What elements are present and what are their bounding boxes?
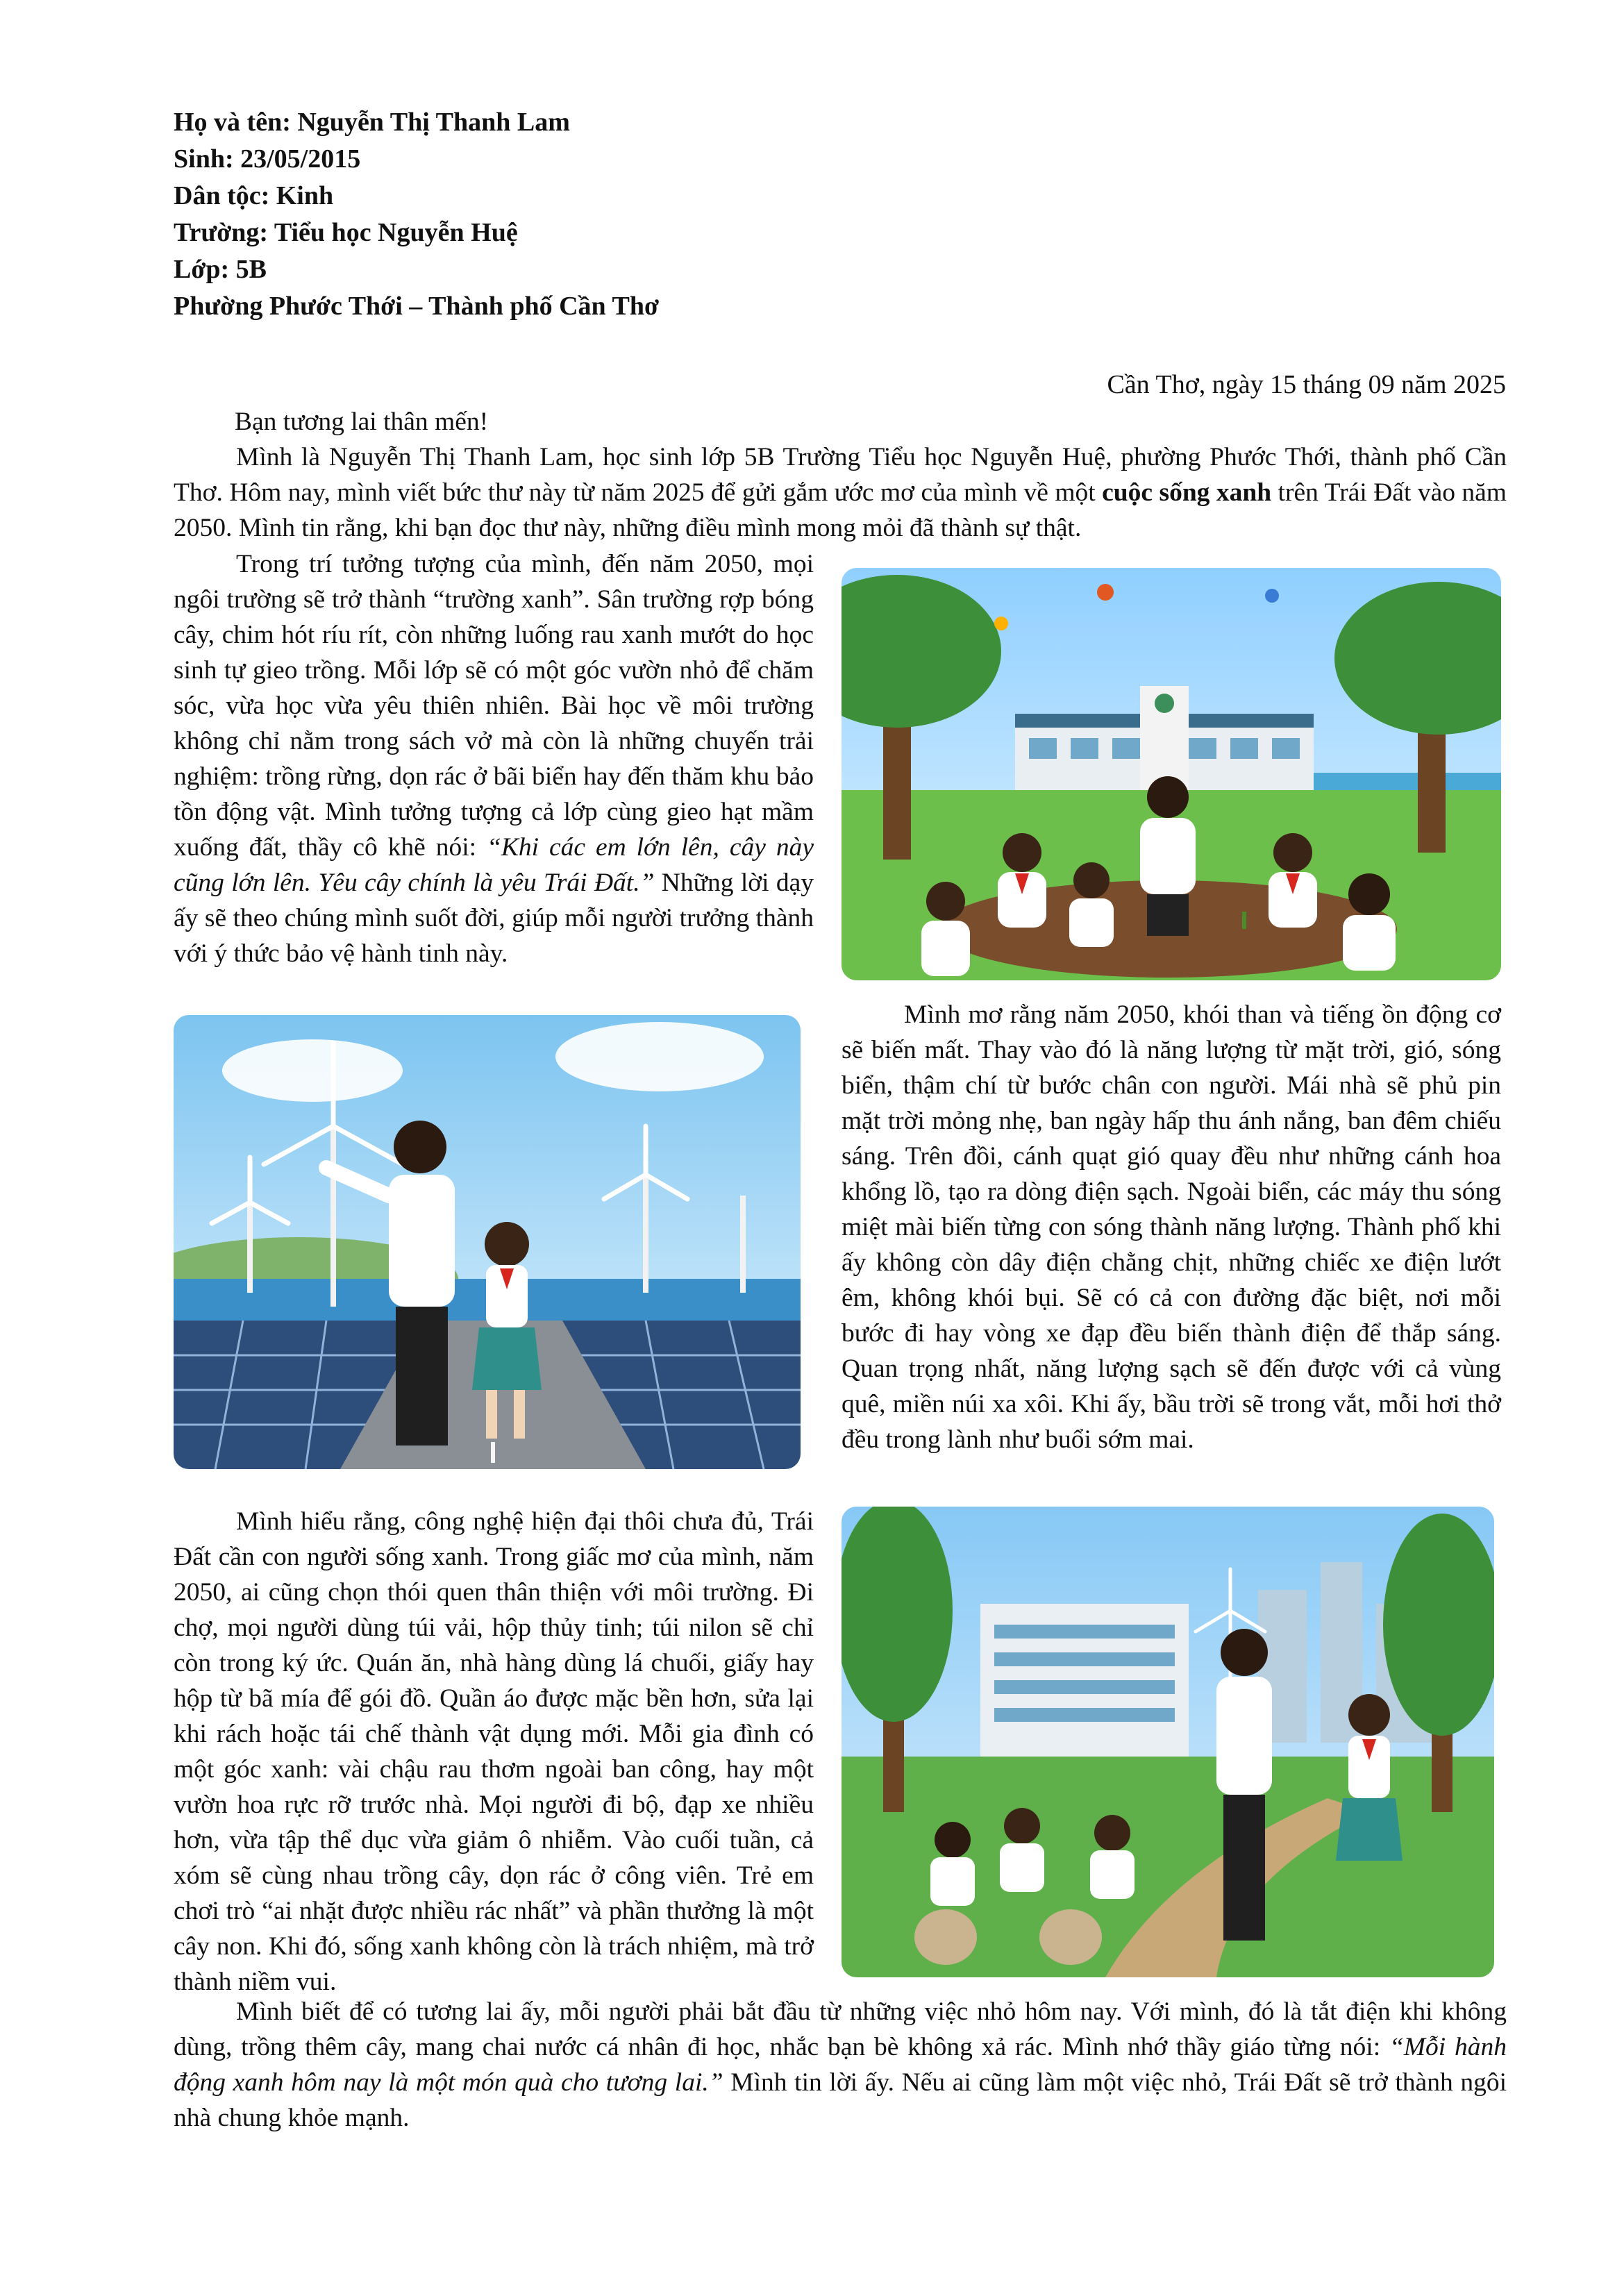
school-garden-image	[842, 568, 1501, 980]
student-name: Họ và tên: Nguyễn Thị Thanh Lam	[174, 108, 570, 137]
paragraph-clean-energy: Mình mơ rằng năm 2050, khói than và tiếng ồn động cơ sẽ biến mất. Thay vào đó là năng lượng từ mặt trời, gió, sóng biển, thậm chí từ bước chân con người. Mái nhà sẽ phủ pin mặt trời mỏng nhẹ, ban ngày hấp thu ánh nắng, ban đêm chiếu sáng. Trên đồi, cánh quạt gió quay đều như những cánh hoa khổng lồ, tạo ra dòng điện sạch. Ngoài biển, các máy thu sóng miệt mài biến từng con sóng thành năng lượng. Thành phố khi ấy không còn dây điện chằng chịt, những chiếc xe điện lướt êm, không khói bụi. Sẽ có cả con đường đặc biệt, nơi mỗi bước đi hay vòng xe đạp đều biến thành điện để thắp sáng. Quan trọng nhất, năng lượng sạch sẽ đến được với cả vùng quê, miền núi xa xôi. Khi ấy, bầu trời sẽ trong vắt, mỗi hơi thở đều trong lành như buổi sớm mai.	[842, 1000, 1501, 1454]
student-school: Trường: Tiểu học Nguyễn Huệ	[174, 218, 518, 247]
letter-date: Cần Thơ, ngày 15 tháng 09 năm 2025	[1107, 370, 1506, 399]
student-ethnicity: Dân tộc: Kinh	[174, 181, 334, 210]
paragraph-intro: Mình là Nguyễn Thị Thanh Lam, học sinh lớp 5B Trường Tiểu học Nguyễn Huệ, phường Phước Thới, thành phố Cần Thơ. Hôm nay, mình viết bức thư này từ năm 2025 để gửi gắm ước mơ của mình về một cuộc sống xanh trên Trái Đất vào năm 2050. Mình tin rằng, khi bạn đọc thư này, những điều mình mong mỏi đã thành sự thật.	[174, 443, 1507, 542]
teacher-quote-2: “Mỗi hành động xanh hôm nay là một món quà cho tương lai.”	[174, 2033, 1507, 2097]
greeting: Bạn tương lai thân mến!	[235, 408, 489, 436]
paragraph-conclusion: Mình biết để có tương lai ấy, mỗi người phải bắt đầu từ những việc nhỏ hôm nay. Với mình, đó là tắt điện khi không dùng, trồng thêm cây, mang chai nước cá nhân đi học, nhắc bạn bè không xả rác. Mình nhớ thầy giáo từng nói: “Mỗi hành động xanh hôm nay là một món quà cho tương lai.” Mình tin lời ấy. Nếu ai cũng làm một việc nhỏ, Trái Đất sẽ trở thành ngôi nhà chung khỏe mạnh.	[174, 1997, 1507, 2132]
teacher-quote: “Khi các em lớn lên, cây này cũng lớn lên. Yêu cây chính là yêu Trái Đất.”	[174, 833, 814, 897]
student-birth: Sinh: 23/05/2015	[174, 144, 361, 174]
paragraph-green-school: Trong trí tưởng tượng của mình, đến năm 2050, mọi ngôi trường sẽ trở thành “trường xanh”. Sân trường rợp bóng cây, chim hót ríu rít, còn những luống rau xanh mướt do học sinh tự gieo trồng. Mỗi lớp sẽ có một góc vườn nhỏ để chăm sóc, vừa học vừa yêu thiên nhiên. Bài học về môi trường không chỉ nằm trong sách vở mà còn là những chuyến trải nghiệm: trồng rừng, dọn rác ở bãi biển hay đến thăm khu bảo tồn động vật. Mình tưởng tượng cả lớp cùng gieo hạt mầm xuống đất, thầy cô khẽ nói: “Khi các em lớn lên, cây này cũng lớn lên. Yêu cây chính là yêu Trái Đất.” Những lời dạy ấy sẽ theo chúng mình suốt đời, giúp mỗi người trưởng thành với ý thức bảo vệ hành tinh này.	[174, 550, 814, 968]
paragraph-green-living: Mình hiểu rằng, công nghệ hiện đại thôi chưa đủ, Trái Đất cần con người sống xanh. Trong giấc mơ của mình, năm 2050, ai cũng chọn thói quen thân thiện với môi trường. Đi chợ, mọi người dùng túi vải, hộp thủy tinh; túi nilon sẽ chỉ còn trong ký ức. Quán ăn, nhà hàng dùng lá chuối, giấy hay hộp từ bã mía để gói đồ. Quần áo được mặc bền hơn, sửa lại khi rách hoặc tái chế thành vật dụng mới. Mỗi gia đình có một góc xanh: vài chậu rau thơm ngoài ban công, hay một vườn hoa rực rỡ trước nhà. Mọi người đi bộ, đạp xe nhiều hơn, vừa tập thể dục vừa giảm ô nhiễm. Vào cuối tuần, cả xóm sẽ cùng nhau trồng cây, dọn rác ở công viên. Trẻ em chơi trò “ai nhặt được nhiều rác nhất” và phần thưởng là một cây non. Khi đó, sống xanh không còn là trách nhiệm, mà trở thành niềm vui.	[174, 1507, 814, 1996]
student-ward: Phường Phước Thới – Thành phố Cần Thơ	[174, 292, 660, 321]
clean-energy-image	[174, 1015, 801, 1469]
green-city-image	[842, 1507, 1494, 1977]
student-class: Lớp: 5B	[174, 255, 267, 284]
student-info	[174, 104, 659, 325]
highlight-green-life: cuộc sống xanh	[1102, 478, 1272, 507]
